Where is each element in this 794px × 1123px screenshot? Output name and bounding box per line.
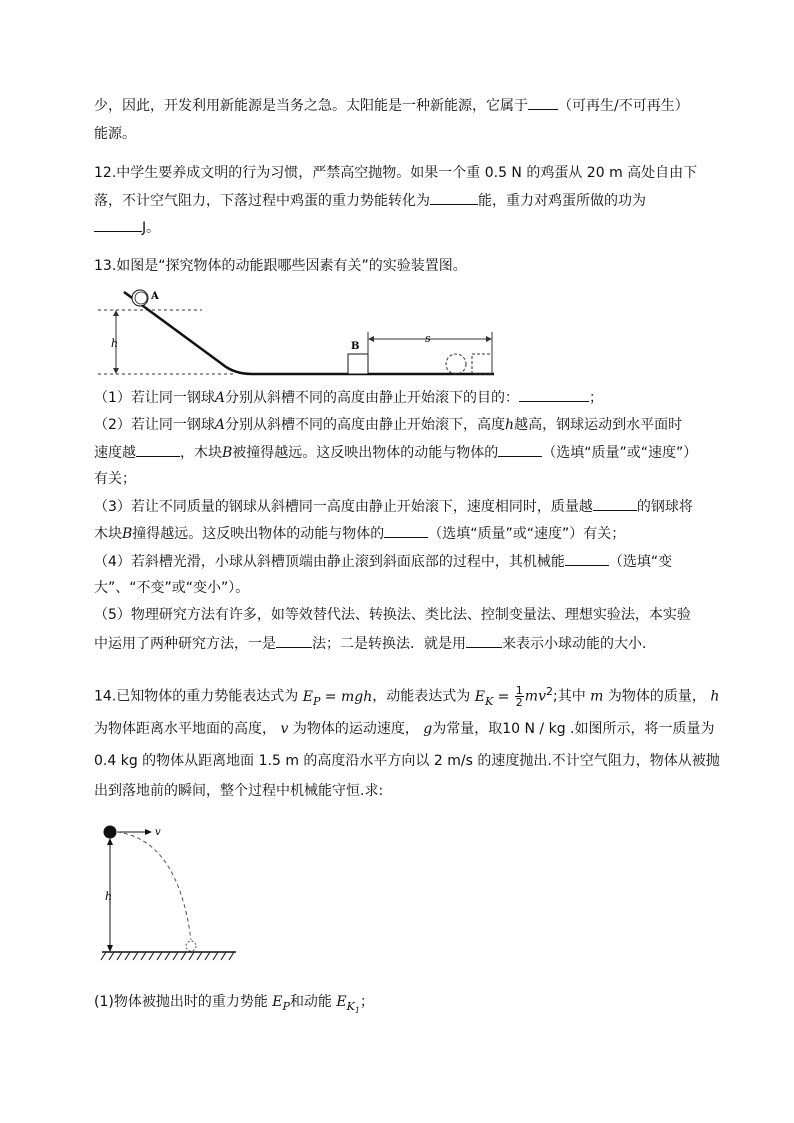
q11-text: 少，因此，开发利用新能源是当务之急。太阳能是一种新能源，它属于 [94,98,528,114]
var-a: A [214,390,226,406]
q13-text: （选填“质量”或“速度”） [542,445,698,461]
q12-text: 落，不计空气阻力，下落过程中鸡蛋的重力势能转化为 [94,193,430,209]
q13-part4-line2 [94,578,249,598]
formula-rhs: mv [524,688,546,705]
label-h: h [111,337,119,350]
q14-sub1 [94,992,374,1021]
q14-text: 为物体的质量， [607,688,706,705]
q13-part5-line1 [94,605,691,625]
q14-text: ;其中 [552,688,586,705]
q13-part5-line2 [94,633,656,654]
answer-blank[interactable] [430,190,478,205]
q13-text: ； [589,390,604,406]
q13-text: 13.如图是“探究物体的动能跟哪些因素有关”的实验装置图。 [94,258,467,274]
q13-text: 分别从斜槽不同的高度由静止开始滚下的目的： [225,390,520,406]
q14-line2 [94,719,715,739]
q13-text: 木块 [94,526,122,542]
answer-blank[interactable] [519,387,589,402]
q13-text: （1）若让同一钢球 [94,390,215,406]
q11-line2 [94,124,136,144]
q11-text: 能源。 [94,126,136,142]
q14-text: (1)物体被抛出时的重力势能 [94,994,268,1010]
q14-text: 为物体距离水平地面的高度， [94,721,276,737]
q11-options: （可再生/不可再生） [558,98,689,114]
subscript-k: K [346,999,355,1013]
q13-text: （选填“质量”或“速度”）有关； [428,526,626,542]
q13-part2-line1 [94,415,682,435]
q14-text: 为常量，取10 N / kg .如图所示，将一质量为 [432,721,715,737]
var-h: h [710,688,720,705]
q12-text: 能，重力对鸡蛋所做的功为 [478,193,646,209]
fraction-denominator: 2 [515,696,523,710]
q13-text: ，木块 [180,445,222,461]
symbol-e: E [302,688,313,705]
q13-text: （2）若让同一钢球 [94,417,215,433]
q13-text: 大”、“不变”或“变小”）。 [94,580,250,596]
subscript-p: P [312,694,321,708]
q13-text: 撞得越远。这反映出物体的动能与物体的 [132,526,385,542]
q14-text: 0.4 kg 的物体从距离地面 1.5 m 的高度沿水平方向以 2 m/s 的速度抛出.不计空气阻力，物体从被抛 [94,753,720,769]
q13-text: （选填“变 [608,554,673,570]
q13-text: 越高，钢球运动到水平面时 [514,417,683,433]
label-b: B [351,341,360,352]
answer-blank[interactable] [528,95,558,110]
label-v: v [155,827,161,838]
q13-text: （3）若让不同质量的钢球从斜槽同一高度由静止开始滚下，速度相同时，质量越 [94,499,593,515]
q12-line2 [94,190,646,211]
superscript-2: 2 [545,685,553,698]
fraction-numerator: 1 [515,684,523,698]
var-g: g [423,721,433,737]
q13-text: 的钢球将 [636,499,693,515]
q13-title [94,256,467,276]
q14-text: ，动能表达式为 [372,688,471,705]
symbol-ep [272,994,290,1013]
label-s: s [425,332,431,345]
subscript-p: P [282,999,290,1013]
q13-part3-line1 [94,496,693,517]
label-a: A [151,291,159,302]
label-h: h [105,890,113,903]
formula-rhs: = mgh [320,688,373,705]
symbol-e: E [474,688,485,705]
q14-line3 [94,751,720,771]
q13-text: （4）若斜槽光滑，小球从斜槽顶端由静止滚到斜面底部的过程中，其机械能 [94,554,565,570]
q13-text: 分别从斜槽不同的高度由静止开始滚下，高度 [225,417,506,433]
q13-part4-line1 [94,551,672,572]
projectile-figure [98,820,248,970]
var-h: h [505,417,515,433]
q14-line1 [94,682,719,711]
q14-text: ； [359,994,374,1010]
q13-part2-line3 [94,469,136,489]
q13-text: （5）物理研究方法有许多，如等效替代法、转换法、类比法、控制变量法、理想实验法，本实验 [94,607,691,623]
fraction-half [515,685,524,708]
q14-text: 为物体的运动速度， [292,721,419,737]
answer-blank[interactable] [94,217,142,232]
symbol-e: E [272,994,283,1010]
q13-text: 被撞得越远。这反映出物体的动能与物体的 [232,445,499,461]
var-b: B [122,526,133,542]
q14-line4 [94,781,383,801]
var-m: m [590,688,604,705]
q13-part1 [94,387,603,408]
answer-blank[interactable] [498,442,542,457]
q13-text: 来表示小球动能的大小． [502,636,656,652]
formula-ep [302,688,373,708]
q13-text: 速度越 [94,445,136,461]
answer-blank[interactable] [565,551,609,566]
symbol-e: E [336,994,347,1010]
q13-text: 法；二是转换法．就是用 [312,636,466,652]
formula-ek [474,688,514,708]
q11-line1 [94,95,689,116]
q12-line3 [94,217,160,238]
answer-blank[interactable] [276,633,312,648]
q12-text: 12.中学生要养成文明的行为习惯，严禁高空抛物。如果一个重 0.5 N 的鸡蛋从 20 m 高处自由下 [94,165,698,181]
answer-blank[interactable] [384,523,428,538]
answer-blank[interactable] [593,496,637,511]
q13-text: 中运用了两种研究方法，一是 [94,636,276,652]
answer-blank[interactable] [136,442,180,457]
var-b: B [222,445,233,461]
q14-text: 14.已知物体的重力势能表达式为 [94,688,299,705]
var-v: v [280,721,289,737]
symbol-ek1 [336,994,360,1015]
q12-text: J。 [142,220,161,236]
subscript-1: 1 [354,1005,360,1015]
q13-text: 有关； [94,471,136,487]
incline-experiment-figure [94,282,504,382]
q14-text: 出到落地前的瞬间，整个过程中机械能守恒.求: [94,783,384,799]
q12-line1 [94,163,697,183]
q13-part3-line2 [94,523,625,544]
var-a: A [214,417,226,433]
subscript-k: K [484,694,494,708]
answer-blank[interactable] [466,633,502,648]
equals-sign: = [493,688,514,705]
q13-part2-line2 [94,442,697,463]
q14-text: 和动能 [289,994,332,1010]
